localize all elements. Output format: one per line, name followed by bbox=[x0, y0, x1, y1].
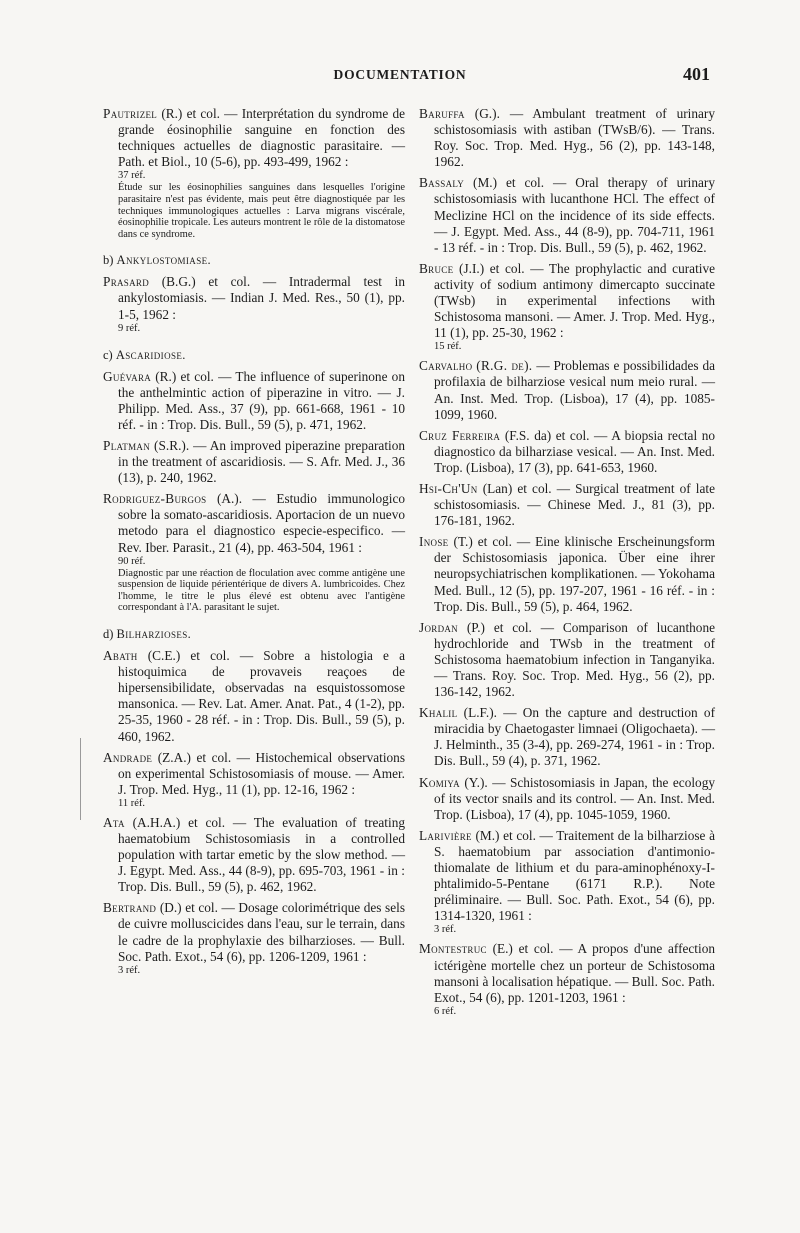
bib-entry bbox=[103, 369, 405, 433]
citation-text: (Y.). — Schistosomiasis in Japan, the ecology of its vector snails and its control. — An. Inst. Med. Trop. (Lisboa), 17 (4), pp. 1045-1059, 1960. bbox=[434, 774, 715, 822]
citation-text: (G.). — Ambulant treatment of urinary schistosomiasis with astiban (TWsB/6). — Trans. Roy. Soc. Trop. Med. Hyg., 56 (2), pp. 143-148, 1962. bbox=[434, 106, 716, 170]
citation-text: (Z.A.) et col. — Histochemical observations on experimental Schistosomiasis of mouse. — Amer. J. Trop. Med. Hyg., 11 (1), pp. 12-16, 1962 : bbox=[118, 749, 405, 797]
bib-entry bbox=[419, 534, 715, 614]
citation-text: (F.S. da) et col. — A biopsia rectal no diagnostico da bilharziase vesical. — An. Inst. Med. Trop. (Lisboa), 17 (3), pp. 641-653, 1960. bbox=[434, 427, 716, 475]
author-name: Bassaly bbox=[419, 175, 465, 191]
author-name: Inose bbox=[419, 534, 449, 550]
bib-entry bbox=[419, 828, 715, 937]
citation-text: (C.E.) et col. — Sobre a histologia e a histoquimica de provaveis reaçoes de hipersensibilidate, observadas na esquistossomose mansonica. — Rev. Lat. Amer. Anat. Pat., 4 (1-2), pp. 25-35, 1960 - 28 réf. - in : Trop. Dis. Bull., 59 (5), p. 460, 1962. bbox=[118, 648, 405, 744]
section-title: Ankylostomiase. bbox=[116, 253, 212, 268]
reference-count: 11 réf. bbox=[118, 797, 146, 809]
author-name: Guévara bbox=[103, 368, 152, 384]
bib-entry bbox=[419, 620, 715, 700]
author-name: Bruce bbox=[419, 260, 454, 276]
reference-count: 3 réf. bbox=[118, 964, 141, 976]
citation-text: (R.) et col. — Interprétation du syndrome de grande éosinophilie sanguine en fonction des techniques actuelles de diagnostic parasitaire. — Path. et Biol., 10 (5-6), pp. 493-499, 1962 : bbox=[118, 106, 405, 170]
running-title: DOCUMENTATION bbox=[333, 67, 467, 82]
citation-text: (A.). — Estudio immunologico sobre la somato-ascaridiosis. Aportacion de un nuevo metodo para el diagnostico especie-especifico. — Rev. Iber. Parasit., 21 (4), pp. 463-504, 1961 : bbox=[118, 491, 405, 555]
reference-count: 90 réf. bbox=[118, 555, 146, 567]
author-name: Larivière bbox=[419, 827, 472, 843]
citation-text: (S.R.). — An improved piperazine preparation in the treatment of ascaridiosis. — S. Afr. Med. J., 36 (13), p. 240, 1962. bbox=[118, 438, 406, 486]
section-heading bbox=[103, 348, 405, 363]
author-name: Bertrand bbox=[103, 900, 157, 916]
citation-text: (M.) et col. — Traitement de la bilharziose à S. haematobium par association d'antimonio-thiomalate de lithium et du para-aminophénoxy-I-phtalimido-5-Pentane (6171 R.P.). Note préliminaire. — Bull. Soc. Path. Exot., 54 (6), pp. 1314-1320, 1961 : bbox=[434, 827, 715, 924]
citation-text: (P.) et col. — Comparison of lucanthone hydrochloride and TWsb in the treatment of Schistosoma haematobium infection in Tanganyika. — Trans. Roy. Soc. Trop. Med. Hyg., 56 (2), pp. 136-142, 1962. bbox=[434, 619, 715, 700]
bib-entry bbox=[419, 261, 715, 353]
citation-text: (R.) et col. — The influence of superinone on the anthelmintic action of piperazine in vitro. — J. Philipp. Med. Ass., 37 (9), pp. 661-668, 1961 - 10 réf. - in : Trop. Dis. Bull., 59 (5), p. 471, 1962. bbox=[118, 368, 405, 432]
section-heading bbox=[103, 627, 405, 642]
bib-entry bbox=[103, 491, 405, 614]
citation-text: — Problemas e possibilidades da profilaxia de bilharziose vesical num meio rural. — An. Inst. Med. Trop. (Lisboa), 17 (4), pp. 1085-1099, 1960. bbox=[434, 358, 716, 422]
author-name: Komiya bbox=[419, 774, 460, 790]
citation-text: (A.H.A.) et col. — The evaluation of treating haematobium Schistosomiasis in a controlled population with tartar emetic by the slow method. — J. Egypt. Med. Ass., 44 (8-9), pp. 695-703, 1961 - in : Trop. Dis. Bull., 59 (5), p. 462, 1962. bbox=[118, 814, 405, 895]
section-heading bbox=[103, 253, 405, 268]
author-particle: (R.G. de). bbox=[476, 358, 533, 374]
citation-text: (B.G.) et col. — Intradermal test in ankylostomiasis. — Indian J. Med. Res., 50 (1), pp. 1-5, 1962 : bbox=[118, 274, 406, 322]
bib-entry bbox=[103, 648, 405, 745]
author-name: Abath bbox=[103, 648, 138, 664]
bib-entry bbox=[103, 106, 405, 240]
section-letter: d) bbox=[103, 627, 114, 642]
author-name: Montestruc bbox=[419, 941, 487, 957]
reference-count: 9 réf. bbox=[118, 322, 141, 334]
right-column bbox=[419, 106, 715, 1023]
bib-entry bbox=[419, 775, 715, 823]
author-name: Khalil bbox=[419, 705, 458, 721]
citation-text: (J.I.) et col. — The prophylactic and curative activity of sodium antimony dimercapto succinate (TWsb) in experimental infections with Schistosoma mansoni. — Amer. J. Trop. Med. Hyg., 11 (1), pp. 25-30, 1962 : bbox=[434, 260, 716, 341]
citation-text: (Lan) et col. — Surgical treatment of late schistosomiasis. — Chinese Med. J., 81 (3), pp. 176-181, 1962. bbox=[434, 480, 715, 529]
author-name: Pautrizel bbox=[103, 106, 158, 121]
margin-mark bbox=[80, 738, 81, 820]
author-name: Andrade bbox=[103, 749, 153, 765]
bib-entry bbox=[103, 438, 405, 486]
section-letter: b) bbox=[103, 253, 114, 268]
bib-entry bbox=[103, 815, 405, 895]
page-number: 401 bbox=[683, 64, 710, 84]
bib-entry bbox=[419, 358, 715, 422]
citation-text: (T.) et col. — Eine klinische Erscheinungsform der Schistosomiasis japonica. Über eine ihrer neuropsychiatrischen komplikationen. — Yokohama Med. Bull., 12 (5), pp. 197-207, 1961 - 16 réf. - in : Trop. Dis. Bull., 59 (5), p. 464, 1962. bbox=[434, 534, 715, 614]
section-title: Bilharzioses. bbox=[116, 627, 192, 642]
page-header bbox=[0, 64, 800, 88]
author-name: Hsi-Ch'Un bbox=[419, 480, 478, 496]
author-name: Cruz Ferreira bbox=[419, 427, 501, 443]
abstract-note: Diagnostic par une réaction de floculation avec comme antigène une suspension de liquide périentérique de divers A. lumbricoides. Chez l'homme, le titre le plus élevé est obtenu avec l'antigène correspondant à l'A. parasitant le sujet. bbox=[118, 567, 405, 614]
bib-entry bbox=[103, 750, 405, 810]
bib-entry bbox=[419, 941, 715, 1017]
author-name: Carvalho bbox=[419, 358, 473, 374]
reference-count: 15 réf. bbox=[434, 341, 462, 353]
bib-entry bbox=[103, 900, 405, 976]
bib-entry bbox=[419, 106, 715, 170]
section-title: Ascaridiose. bbox=[115, 347, 186, 362]
bib-entry bbox=[419, 175, 715, 255]
citation-text: (E.) et col. — A propos d'une affection ictérigène mortelle chez un porteur de Schistosoma mansoni à localisation hépatique. — Bull. Soc. Path. Exot., 54 (6), pp. 1201-1203, 1961 : bbox=[434, 941, 715, 1005]
left-column bbox=[103, 106, 405, 982]
abstract-note: Étude sur les éosinophilies sanguines dans lesquelles l'origine parasitaire n'est pas évidente, mais peut être diagnostiquée par les techniques immunologiques actuelles : Larva migrans viscérale, éosinophilie tropicale. Les auteurs montrent le rôle de la distomatose dans ce syndrome. bbox=[118, 182, 405, 240]
author-name: Baruffa bbox=[419, 106, 465, 121]
citation-text: (D.) et col. — Dosage colorimétrique des sels de cuivre molluscicides dans l'eau, sur le terrain, dans le cadre de la prophylaxie des bilharzioses. — Bull. Soc. Path. Exot., 54 (6), pp. 1206-1209, 1961 : bbox=[118, 900, 405, 964]
author-name: Ata bbox=[103, 814, 125, 830]
section-letter: c) bbox=[103, 347, 113, 362]
author-name: Platman bbox=[103, 438, 150, 453]
reference-count: 6 réf. bbox=[434, 1005, 457, 1017]
author-name: Jordan bbox=[419, 619, 458, 635]
reference-count: 37 réf. bbox=[118, 170, 146, 182]
citation-text: (L.F.). — On the capture and destruction of miracidia by Chaetogaster limnaei (Oligochaeta). — J. Helminth., 35 (3-4), pp. 269-274, 1961 - in : Trop. Dis. Bull., 59 (4), p. 371, 1962. bbox=[434, 705, 716, 769]
bib-entry bbox=[419, 705, 715, 769]
author-name: Rodriguez-Burgos bbox=[103, 491, 207, 507]
reference-count: 3 réf. bbox=[434, 924, 457, 936]
bib-entry bbox=[419, 481, 715, 529]
citation-text: (M.) et col. — Oral therapy of urinary schistosomiasis with lucanthone HCl. The effect of Meclizine HCl on the incidence of its side effects. — J. Egypt. Med. Ass., 44 (8-9), pp. 704-711, 1961 - 13 réf. - in : Trop. Dis. Bull., 59 (5), p. 462, 1962. bbox=[434, 175, 715, 255]
author-name: Prasard bbox=[103, 274, 150, 290]
bib-entry bbox=[103, 274, 405, 334]
bib-entry bbox=[419, 428, 715, 476]
